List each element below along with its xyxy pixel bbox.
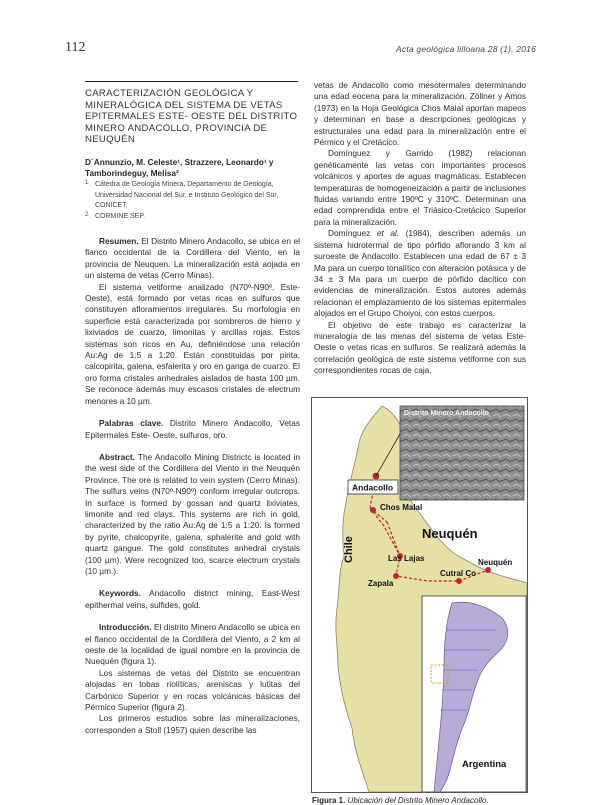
palabras-clave: Palabras clave. Distrito Minero Andacollo, Vetas Epitermales Este- Oeste, sulfuros, oro. xyxy=(85,418,301,440)
chile-label: Chile xyxy=(343,536,355,563)
argentina-label: Argentina xyxy=(462,759,507,770)
andacollo-label: Andacollo xyxy=(352,482,394,493)
intro-paragraph-2: Los sistemas de vetas del Distrito se encuentran alojadas en tobas riolíticas, areniscas y lutitas del Carbónico Superior y en rocas volcánicas básicas del Pérmico Superior (figura 2). xyxy=(85,667,300,713)
introduccion-paragraph: Introducción. El distrito Minero Andacollo se ubica en el flanco occidental de la Cordillera del Viento, a 2 km al oeste de la localidad de igual nombre en la provincia de Nuequén (figura 1). xyxy=(85,622,300,667)
las-lajas-label: Las Lajas xyxy=(388,554,425,563)
title-rule xyxy=(85,81,298,82)
body-paragraph-3: Domínguez et al. (1984), describen además un sistema hidrotermal de tipo pórfido aflorando 3 km al suroeste de Andacollo. Establecen una edad de 67 ± 3 Ma para un cuerpo tonalítico con alteración potásica y de 34 ± 3 Ma para un cuerpo de pórfido dacítico con evidencias de mineralización. Estos autores además relacionan el emplazamiento de los sistemas epitermales alojados en el Grupo Choiyoi, con estos cuerpos. xyxy=(314,228,526,319)
cutral-co-marker xyxy=(456,578,462,584)
cutral-co-label: Cutral Co xyxy=(440,569,476,578)
keywords-label: Keywords. xyxy=(99,588,141,599)
zapala-label: Zapala xyxy=(368,579,394,588)
location-map xyxy=(312,398,527,792)
body-paragraph-1: vetas de Andacollo como mesotermales determinando una edad eocena para la mineralización. Zöllner y Amos (1973) en la Hoja Geológica Chos Malal aportan mapeos y determinan en base a descripciones geológicas y estructurales una edad para la mineralización entre el Pérmico y el Cretácico. xyxy=(314,80,526,148)
chos-malal-label: Chos Malal xyxy=(380,503,423,512)
figure-1-map xyxy=(311,397,528,793)
affiliation-text: Cátedra de Geología Minera, Departamento de Geología, Universidad Nacional del Sur, e Instituto Geológico del Sur, CONICET. xyxy=(95,181,279,209)
body-paragraph-2: Domínguez y Garrido (1982) relacionan genéticamente las vetas con importantes procesos volcánicos y aportes de aguas magmáticas. Establecen temperaturas de homogeneización a partir de inclusiones fluidas variando entre 190ºC y 310ºC. Determinan una edad comprendida entre el Triásico-Cretácico Superior para la mineralización. xyxy=(314,148,526,227)
page-number: 112 xyxy=(65,40,86,55)
affiliation-2 xyxy=(85,212,300,223)
introduccion-label: Introducción. xyxy=(99,622,152,633)
body-paragraph-4: El objetivo de este trabajo es caracterizar la mineralogía de las menas del sistema de vetas Este-Oeste o vetas ricas en sulfuros. Se realizará además la correlación geológica de este sistema vetiforme con sus correspondientes rocas de caja. xyxy=(314,319,526,376)
neuquen-city-marker xyxy=(485,567,491,573)
authors: D´Annunzio, M. Celeste¹, Strazzere, Leonardo¹ y Tamborindeguy, Melisa² xyxy=(85,157,274,179)
right-column xyxy=(314,80,526,377)
caption-text: Ubicación del Distrito Minero Andacollo. xyxy=(347,796,489,805)
affiliation-text: CORMINE SEP. xyxy=(95,212,146,220)
affiliation-1 xyxy=(85,180,300,212)
figure-caption xyxy=(312,796,489,805)
inset-title: Distrito Minero Andacollo xyxy=(404,410,489,417)
province-label: Neuquén xyxy=(422,526,478,541)
running-header: Acta geológica lilloana 28 (1), 2016 xyxy=(396,44,536,54)
relief-inset xyxy=(400,406,524,500)
zapala-marker xyxy=(393,573,399,579)
resumen-paragraph-2: El sistema vetiforme analizado (N70º-N90º, Este-Oeste), está formado por vetas ricas en sulfuros que constituyen afloramientos irregulares. Su morfología en superficie está caracterizada por sombreros de hierro y lixiviados de cuarzo, limonitas y arcillas rojas. Estos sistemas son ricos en Au, definiéndose una relación Au:Ag de 1:5 a 1:20. Están constituidas por pirita, calcopirita, galena, esfalerita y oro en ganga de cuarzo. El oro forma cristales anhedrales aislados de hasta 100 µm. Se reconoce además muy escasos cristales de electrum menores a 10 µm. xyxy=(85,281,300,406)
keywords: Keywords. Andacollo district mining, East-West epithermal veins, sulfides, gold. xyxy=(85,588,300,610)
left-column xyxy=(85,236,300,736)
abstract-paragraph: Abstract. The Andacollo Mining Districtc is located in the west side of the Cordillera del Viento in the Neuquén Province. The ore is related to vein system (Cerro Minas). The sulfurs veins (N70º-N90º) conform irregular outcrops. In surface is formed by gossan and quartz lixiviates, limonite and red clays. This systems are rich in gold, characterized by the ratio Au:Ag de 1:5 a 1:20. Is formed by pyrite, chalcopyrite, galena, sphalerite and gold with quartz gangue. The gold constitutes anhedral crystals (100 µm). Were recognized too, scarce electrum crystals (10 µm.). xyxy=(85,451,300,576)
neuquen-city-label: Neuquén xyxy=(478,558,513,567)
resumen-paragraph: Resumen. El Distrito Minero Andacollo, se ubica en el flanco occidental de la Cordillera del Viento, en la provincia de Neuquen. La mineralización está aojada en un sistema de vetas (Cerro Minas). xyxy=(85,236,300,281)
intro-paragraph-3: Los primeros estudios sobre las mineralizaciones, corresponden a Stoll (1957) quien describe las xyxy=(85,713,300,735)
affiliation-mark: 1 xyxy=(85,180,89,186)
resumen-label: Resumen. xyxy=(99,236,139,246)
affiliation-mark: 2 xyxy=(85,211,89,218)
abstract-label: Abstract. xyxy=(99,451,135,462)
chos-malal-marker xyxy=(370,507,376,513)
affiliations xyxy=(85,180,300,222)
palabras-label: Palabras clave. xyxy=(99,418,164,429)
caption-label: Figura 1. xyxy=(312,796,346,805)
article-title: CARACTERIZACIÓN GEOLÓGICA Y MINERALÓGICA DEL SISTEMA DE VETAS EPITERMALES ESTE- OESTE DEL DISTRITO MINERO ANDACOLLO, PROVINCIA DE NEUQUÉN xyxy=(85,88,298,144)
